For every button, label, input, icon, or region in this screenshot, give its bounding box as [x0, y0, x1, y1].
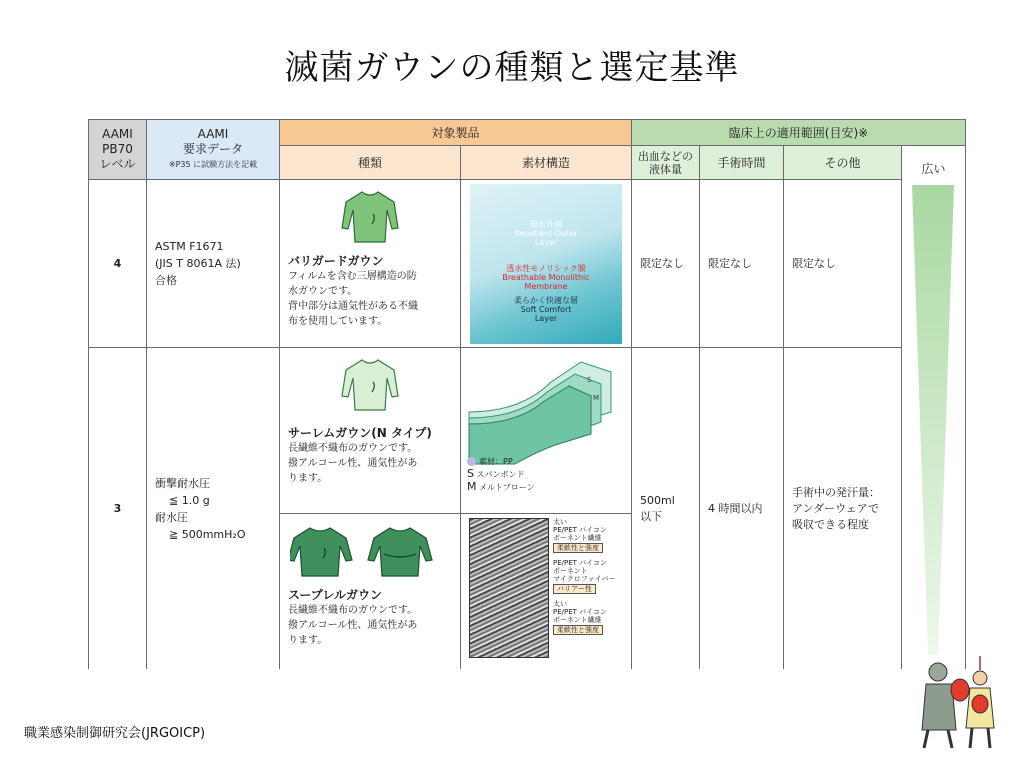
level-4-fluid: 限定なし: [632, 180, 700, 348]
header-requirement: AAMI 要求データ ※P35 に試験方法を記載: [147, 120, 280, 180]
product-name: スープレルガウン: [288, 587, 383, 602]
product-name: サーレムガウン(N タイプ): [288, 426, 432, 440]
level-3-fluid: 500ml 以下: [632, 348, 700, 670]
level-4: 4: [89, 180, 147, 348]
page-title: 滅菌ガウンの種類と選定基準: [284, 48, 740, 88]
gown-dark-icon: [340, 188, 400, 246]
level-3-requirement: 衝撃耐水圧 ≦ 1.0 g 耐水圧 ≧ 500mmH₂O: [147, 348, 280, 670]
fiber-annotations: 太い PE/PET バイコン ポーネント繊維 柔軟性と強度 PE/PET バイコン ポーネント マイクロファイバー バリアー性 太い PE/PET バイコン ポーネント繊維 柔軟性と強度: [553, 517, 616, 634]
sheet-label-s: S: [587, 376, 592, 384]
product-description: 長繊維不織布のガウンです。 撥アルコール性、通気性があ ります。: [288, 604, 418, 646]
level-4-requirement: ASTM F1671 (JIS T 8061A 法) 合格: [147, 180, 280, 348]
header-level: AAMI PB70 レベル: [89, 120, 147, 180]
wide-range-column: [902, 146, 966, 670]
wide-label: 広い: [921, 162, 946, 176]
mascot-knight-illustration: [908, 650, 998, 750]
product-description: フィルムを含む三層構造の防 水ガウンです。 背中部分は通気性がある不織 布を使用しています。: [288, 271, 418, 327]
product-description: 長繊維不織布のガウンです。 撥アルコール性、通気性があ ります。: [288, 443, 418, 484]
product-barrier-gown: [280, 180, 461, 348]
header-surgery-time: 手術時間: [700, 146, 784, 180]
header-clinical-group: 臨床上の適用範囲(目安)※: [632, 120, 966, 146]
sheet-label-m: M: [593, 394, 600, 402]
material-layer-cell: [461, 180, 632, 348]
annotation-badge: バリアー性: [553, 584, 596, 594]
sms-legend: 素材：PP S スパンボンド M メルトブローン: [467, 457, 535, 493]
level-3: 3: [89, 348, 147, 670]
outer-layer-label: 撥水外層 Repellent Outer Layer: [514, 219, 578, 247]
footer-organization: 職業感染制御研究会(JRGOICP): [24, 726, 206, 741]
header-type: 種類: [280, 146, 461, 180]
fiber-micrograph: [469, 518, 549, 658]
material-fiber-cell: [461, 513, 632, 669]
product-name: バリガードガウン: [288, 254, 384, 268]
product-suprel-gown: [280, 513, 461, 669]
three-layer-image: [470, 184, 622, 344]
material-sms-cell: [461, 348, 632, 514]
header-fluid: 出血などの 液体量: [632, 146, 700, 180]
annotation-badge: 柔軟性と強度: [553, 543, 603, 553]
level-3-other: 手術中の発汗量： アンダーウェアで 吸収できる程度: [784, 348, 902, 670]
level-4-time: 限定なし: [700, 180, 784, 348]
gown-selection-table: [88, 119, 966, 669]
annotation-badge: 柔軟性と強度: [553, 625, 603, 635]
wide-range-arrow: [902, 179, 965, 669]
inner-layer-label: 柔らかく快適な層 Soft Comfort Layer: [514, 295, 578, 323]
product-sarem-gown: [280, 348, 461, 514]
header-product-group: 対象製品: [280, 120, 632, 146]
sms-sheets-diagram: [461, 352, 631, 468]
level-3-time: 4 時間以内: [700, 348, 784, 670]
header-other: その他: [784, 146, 902, 180]
gown-light-icon: [340, 356, 400, 414]
pp-dot-icon: [467, 457, 476, 466]
header-material: 素材構造: [461, 146, 632, 180]
middle-layer-label: 透水性モノリシック膜 Breathable Monolithic Membrane: [502, 263, 590, 291]
gown-pair-icon: [290, 524, 450, 578]
level-4-other: 限定なし: [784, 180, 902, 348]
